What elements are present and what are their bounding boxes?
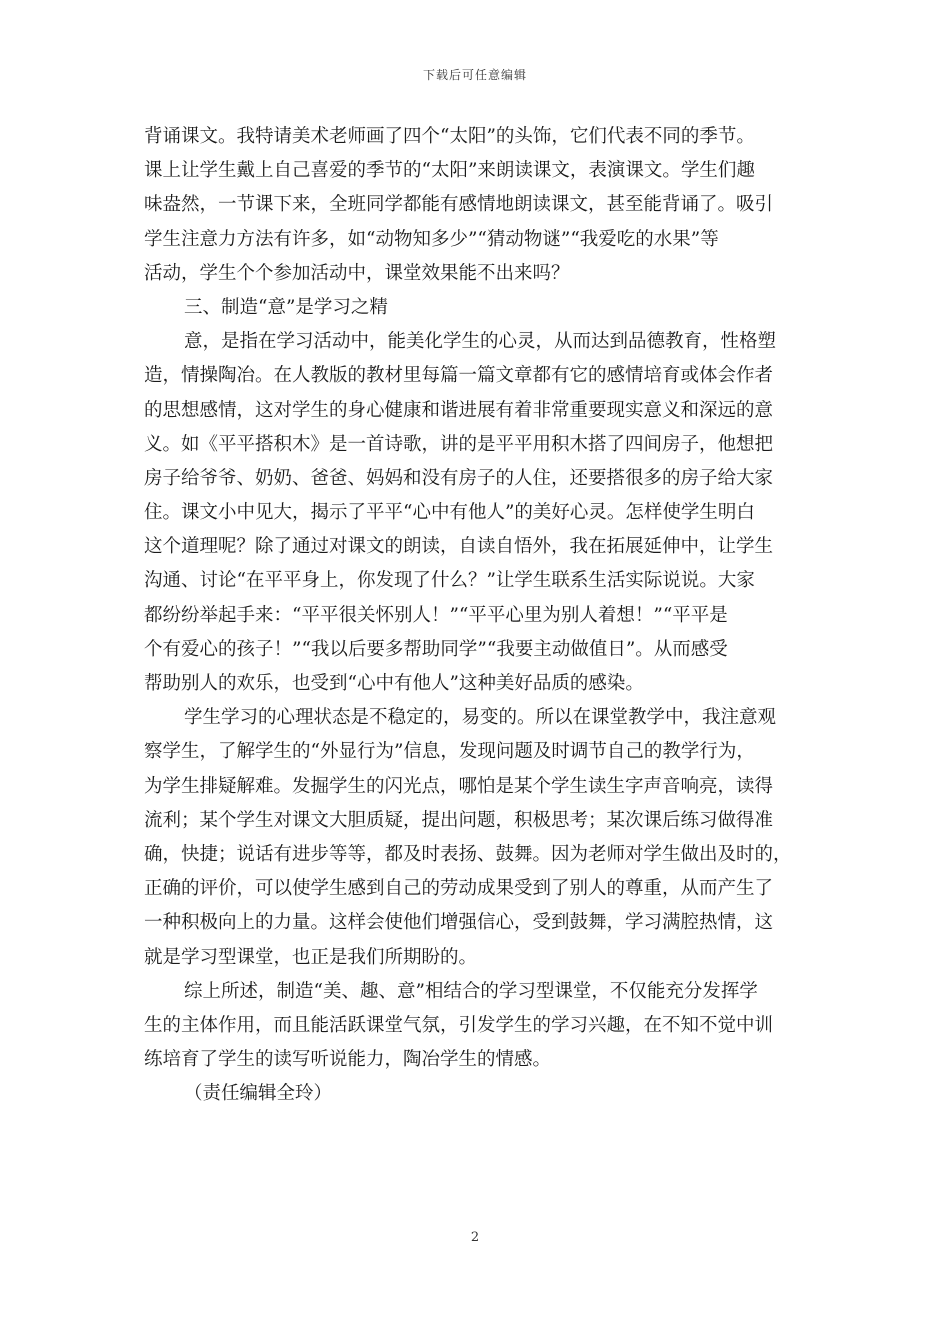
text-line: 就是学习型课堂，也正是我们所期盼的。 bbox=[144, 946, 478, 968]
text-line: 课上让学生戴上自己喜爱的季节的“太阳”来朗读课文，表演课文。学生们趣 bbox=[144, 160, 755, 182]
text-line: 练培育了学生的读写听说能力，陶冶学生的情感。 bbox=[144, 1049, 552, 1071]
text-line: 味盎然，一节课下来，全班同学都能有感情地朗读课文，甚至能背诵了。吸引 bbox=[144, 194, 774, 216]
text-line: 背诵课文。我特请美术老师画了四个“太阳”的头饰，它们代表不同的季节。 bbox=[144, 126, 755, 147]
text-line: 房子给爷爷、奶奶、爸爸、妈妈和没有房子的人住，还要搭很多的房子给大家 bbox=[144, 467, 774, 489]
text-line: 察学生，了解学生的“外显行为”信息，发现问题及时调节自己的教学行为， bbox=[144, 741, 755, 763]
text-line: 流利；某个学生对课文大胆质疑，提出问题，积极思考；某次课后练习做得准 bbox=[144, 809, 774, 831]
text-line: 生的主体作用，而且能活跃课堂气氛，引发学生的学习兴趣，在不知不觉中训 bbox=[144, 1014, 774, 1036]
text-line: 意，是指在学习活动中，能美化学生的心灵，从而达到品德教育，性格塑 bbox=[184, 331, 777, 353]
text-line: 的思想感情，这对学生的身心健康和谐进展有着非常重要现实意义和深远的意 bbox=[144, 399, 774, 421]
text-line: 学生学习的心理状态是不稳定的，易变的。所以在课堂教学中，我注意观 bbox=[184, 707, 777, 729]
page-number: 2 bbox=[470, 1230, 480, 1245]
text-line: 个有爱心的孩子！”“我以后要多帮助同学”“我要主动做值日”。从而感受 bbox=[144, 638, 728, 660]
editor-credit: （责任编辑全玲） bbox=[184, 1083, 333, 1105]
text-line: 为学生排疑解难。发掘学生的闪光点，哪怕是某个学生读生字声音响亮，读得 bbox=[144, 775, 774, 797]
text-line: 活动，学生个个参加活动中，课堂效果能不出来吗？ bbox=[144, 262, 570, 284]
text-line: 确，快捷；说话有进步等等，都及时表扬、鼓舞。因为老师对学生做出及时的， bbox=[144, 843, 792, 865]
text-line: 正确的评价，可以使学生感到自己的劳动成果受到了别人的尊重，从而产生了 bbox=[144, 878, 774, 900]
text-line: 一种积极向上的力量。这样会使他们增强信心，受到鼓舞，学习满腔热情，这 bbox=[144, 912, 774, 934]
text-line: 造，情操陶冶。在人教版的教材里每篇一篇文章都有它的感情培育或体会作者 bbox=[144, 365, 774, 387]
text-line: 都纷纷举起手来：“平平很关怀别人！”“平平心里为别人着想！”“平平是 bbox=[144, 604, 728, 626]
text-line: 住。课文小中见大，揭示了平平“心中有他人”的美好心灵。怎样使学生明白 bbox=[144, 502, 755, 524]
text-line: 这个道理呢？除了通过对课文的朗读，自读自悟外，我在拓展延伸中，让学生 bbox=[144, 536, 774, 558]
page-header: 下载后可任意编辑 bbox=[422, 68, 527, 82]
section-heading: 三、制造“意”是学习之精 bbox=[184, 296, 388, 318]
text-line: 学生注意力方法有许多，如“动物知多少”“猜动物谜”“我爱吃的水果”等 bbox=[144, 228, 719, 250]
text-line: 沟通、讨论“在平平身上，你发现了什么？”让学生联系生活实际说说。大家 bbox=[144, 570, 755, 592]
document-body bbox=[144, 120, 808, 1111]
text-line: 义。如《平平搭积木》是一首诗歌，讲的是平平用积木搭了四间房子，他想把 bbox=[144, 433, 774, 455]
text-line: 帮助别人的欢乐，也受到“心中有他人”这种美好品质的感染。 bbox=[144, 673, 644, 694]
text-line: 综上所述，制造“美、趣、意”相结合的学习型课堂，不仅能充分发挥学 bbox=[184, 980, 758, 1002]
